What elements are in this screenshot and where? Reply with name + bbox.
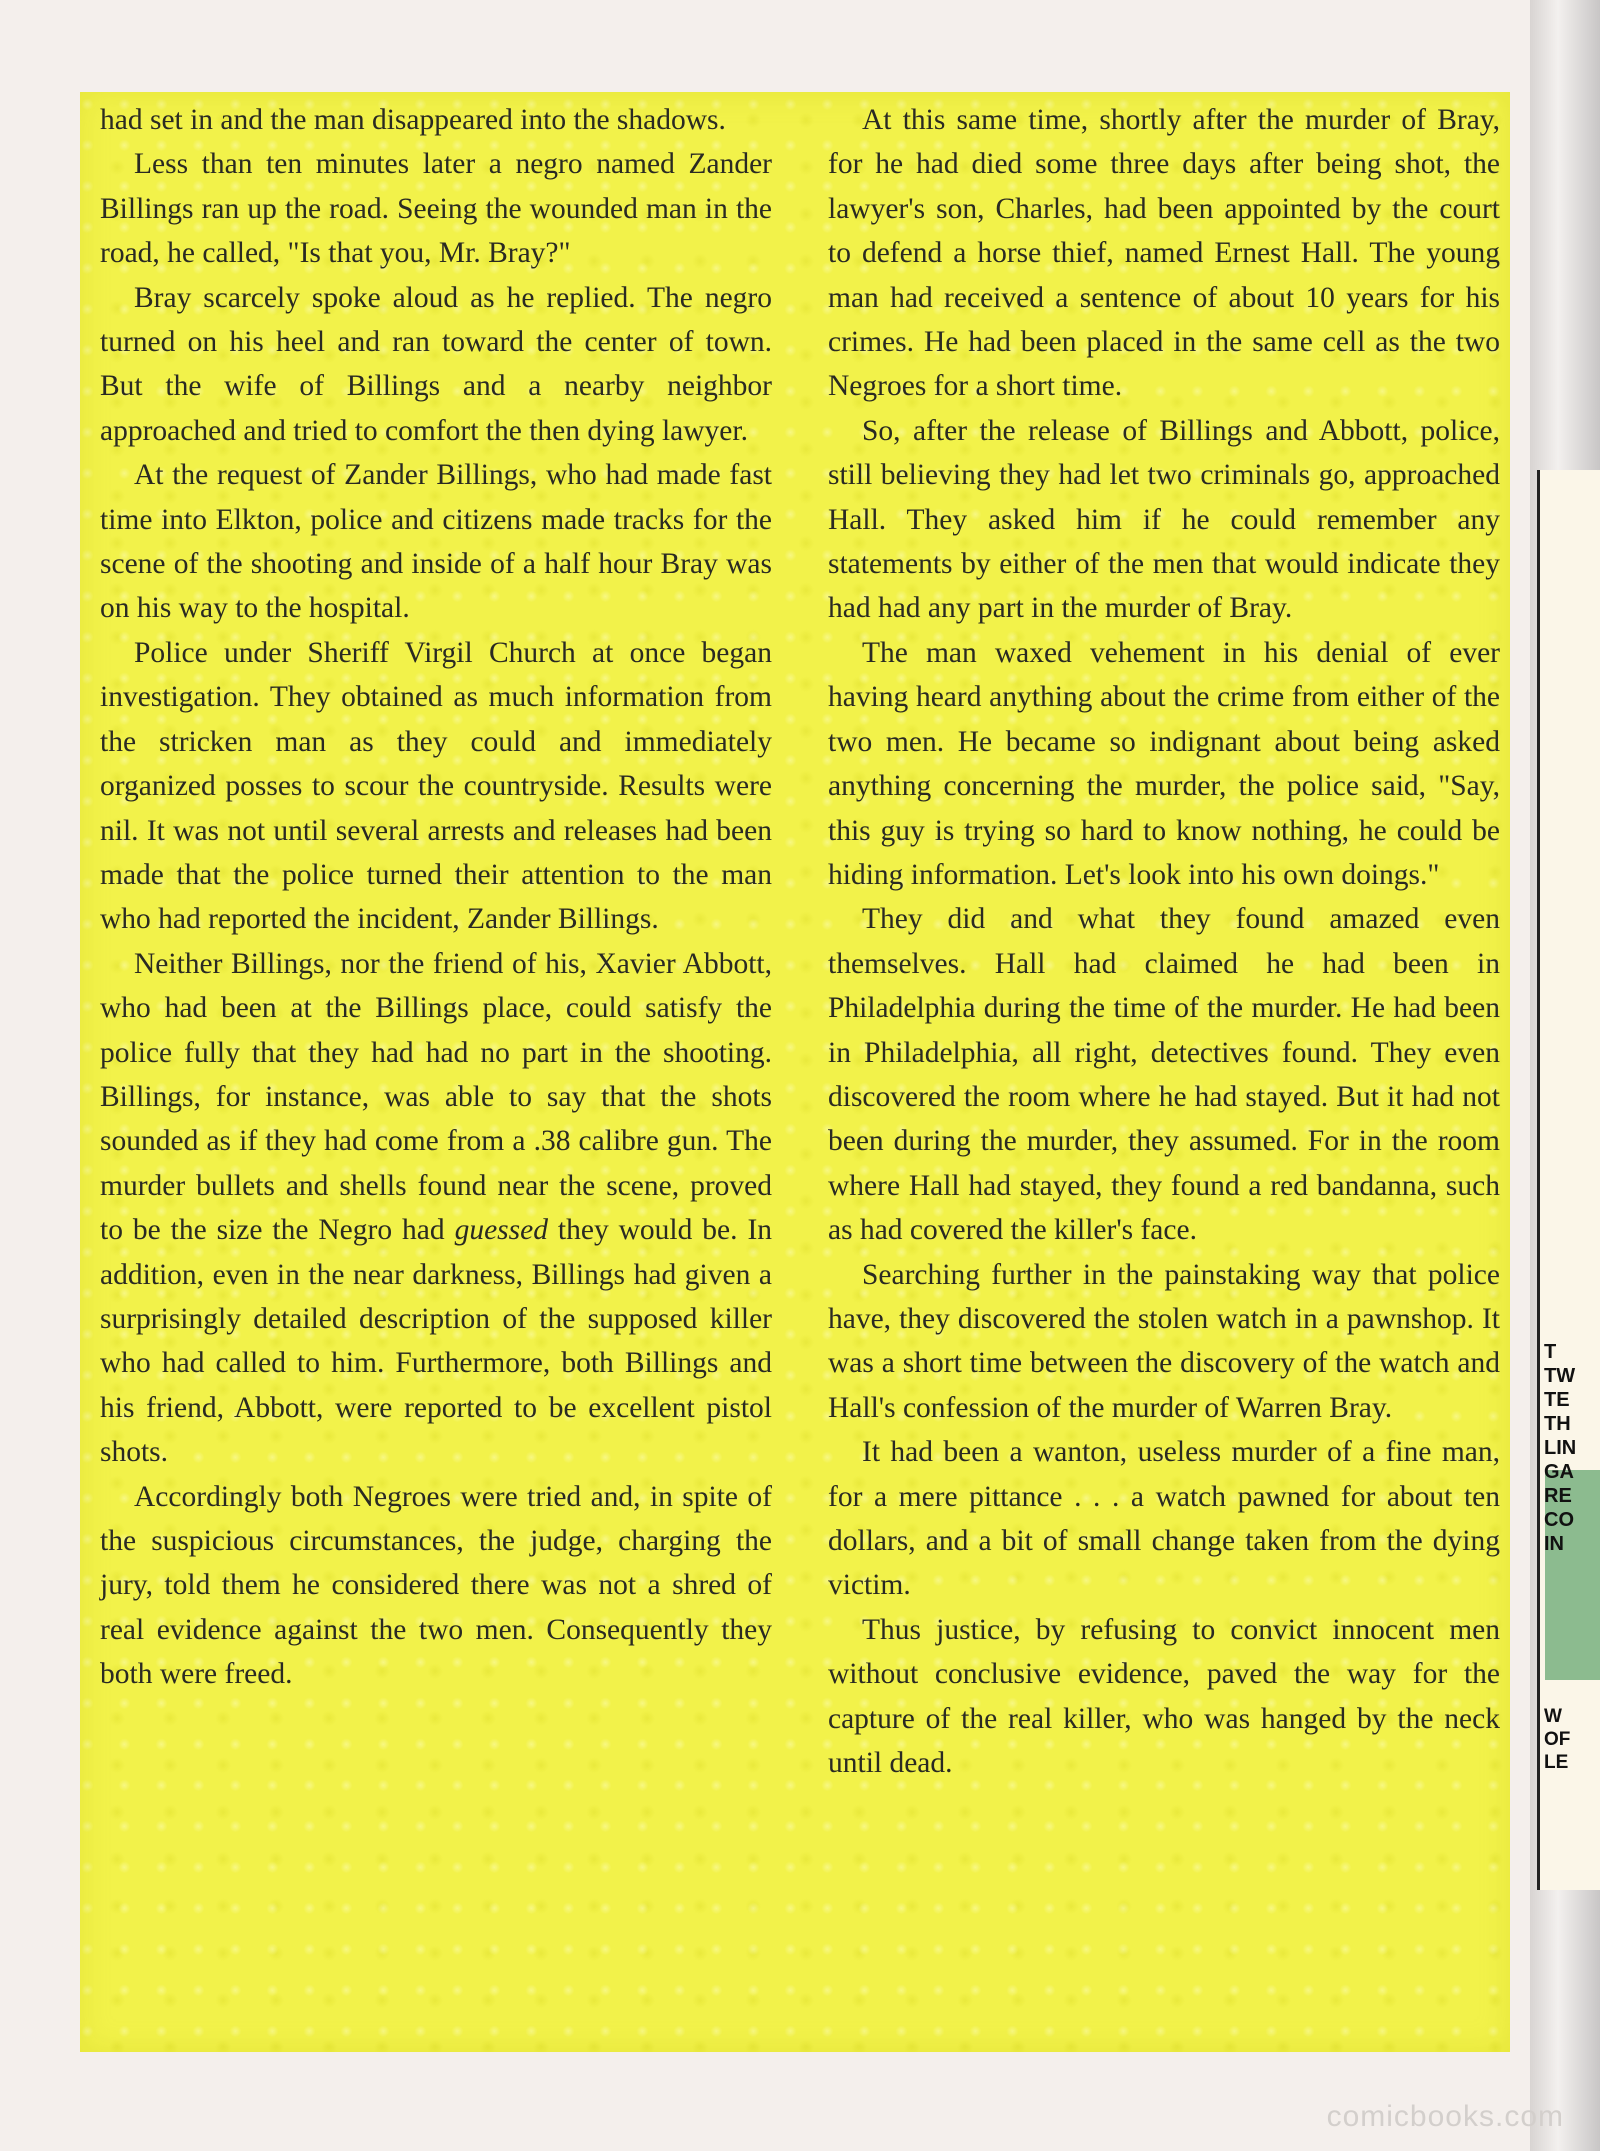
lettering: GA [1544,1461,1574,1483]
lettering: T [1544,1341,1557,1363]
lettering: TE [1544,1389,1570,1411]
paragraph: The man waxed vehement in his denial of ever having heard anything about the crime from either of the two men. He became so indignant about being asked anything concerning the murder, the police said, "Say, this guy is trying so hard to know nothing, he could be hiding information. Let's look into his own doings." [828,636,1500,891]
paragraph-with-emphasis [100,942,772,1475]
lettering: IN [1544,1533,1564,1555]
paragraph: Searching further in the painstaking way that police have, they discovered the stolen watch in a pawnshop. It was a short time between the discovery of the watch and Hall's confession of the murder of Warren Bray. [828,1258,1500,1424]
article-right-column [828,98,1500,1785]
site-watermark: comicbooks.com [1326,2100,1564,2133]
article-left-column [100,98,772,1697]
lettering: OF [1544,1729,1571,1750]
lettering: TH [1544,1413,1571,1435]
paragraph: At this same time, shortly after the murder of Bray, for he had died some three days after being shot, the lawyer's son, Charles, had been appointed by the court to defend a horse thief, named Ernest Hall. The young man had received a sentence of about 10 years for his crimes. He had been placed in the same cell as the two Negroes for a short time. [828,104,1500,403]
emphasis: guessed [454,1214,548,1247]
paragraph: Bray scarcely spoke aloud as he replied. The negro turned on his heel and ran toward the center of town. But the wife of Billings and a nearby neighbor approached and tried to comfort the then dying lawyer. [100,281,772,447]
paragraph: Police under Sheriff Virgil Church at once began investigation. They obtained as much information from the stricken man as they could and immediately organized posses to scour the countryside. Results were nil. It was not until several arrests and releases had been made that the police turned their attention to the man who had reported the incident, Zander Billings. [100,636,772,936]
text-run: they would be. In addition, even in the near darkness, Billings had given a surprisingly detailed description of the supposed killer who had called to him. Furthermore, both Billings and his friend, Abbott, were reported to be excellent pistol shots. [100,1214,773,1469]
paragraph: Accordingly both Negroes were tried and, in spite of the suspicious circumstances, the judge, charging the jury, told them he considered there was not a shred of real evidence against the two men. Consequently they both were freed. [100,1480,772,1691]
paragraph: It had been a wanton, useless murder of a fine man, for a mere pittance . . . a watch pawned for about ten dollars, and a bit of small change taken from the dying victim. [828,1436,1500,1602]
lettering: CO [1544,1509,1574,1531]
paragraph: At the request of Zander Billings, who had made fast time into Elkton, police and citizens made tracks for the scene of the shooting and inside of a half hour Bray was on his way to the hospital. [100,459,772,625]
paragraph: They did and what they found amazed even themselves. Hall had claimed he had been in Philadelphia during the time of the murder. He had been in Philadelphia, all right, detectives found. They even discovered the room where he had stayed. But it had not been during the murder, they assumed. For in the room where Hall had stayed, they found a red bandanna, such as had covered the killer's face. [828,903,1500,1247]
lettering: RE [1544,1485,1572,1507]
paragraph: Less than ten minutes later a negro named Zander Billings ran up the road. Seeing the wounded man in the road, he called, "Is that you, Mr. Bray?" [100,148,772,270]
lettering: TW [1544,1365,1576,1387]
adjacent-panel-lettering-b [1544,1705,1592,1774]
paragraph: Thus justice, by refusing to convict innocent men without conclusive evidence, paved the way for the capture of the real killer, who was hanged by the neck until dead. [828,1613,1500,1780]
lettering: LIN [1544,1437,1577,1459]
paragraph: had set in and the man disappeared into the shadows. [100,104,726,136]
lettering: W [1544,1706,1562,1727]
text-run: Neither Billings, nor the friend of his, Xavier Abbott, who had been at the Billings place, could satisfy the police fully that they had had no part in the shooting. Billings, for instance, was able to say that the shots sounded as if they had come from a .38 calibre gun. The murder bullets and shells found near the scene, proved to be the size the Negro had [100,947,772,1247]
adjacent-panel-lettering-a [1544,1340,1592,1556]
lettering: LE [1544,1752,1569,1773]
paragraph: So, after the release of Billings and Abbott, police, still believing they had let two criminals go, approached Hall. They asked him if he could remember any statements by either of the men that would indicate they had had any part in the murder of Bray. [828,414,1500,625]
